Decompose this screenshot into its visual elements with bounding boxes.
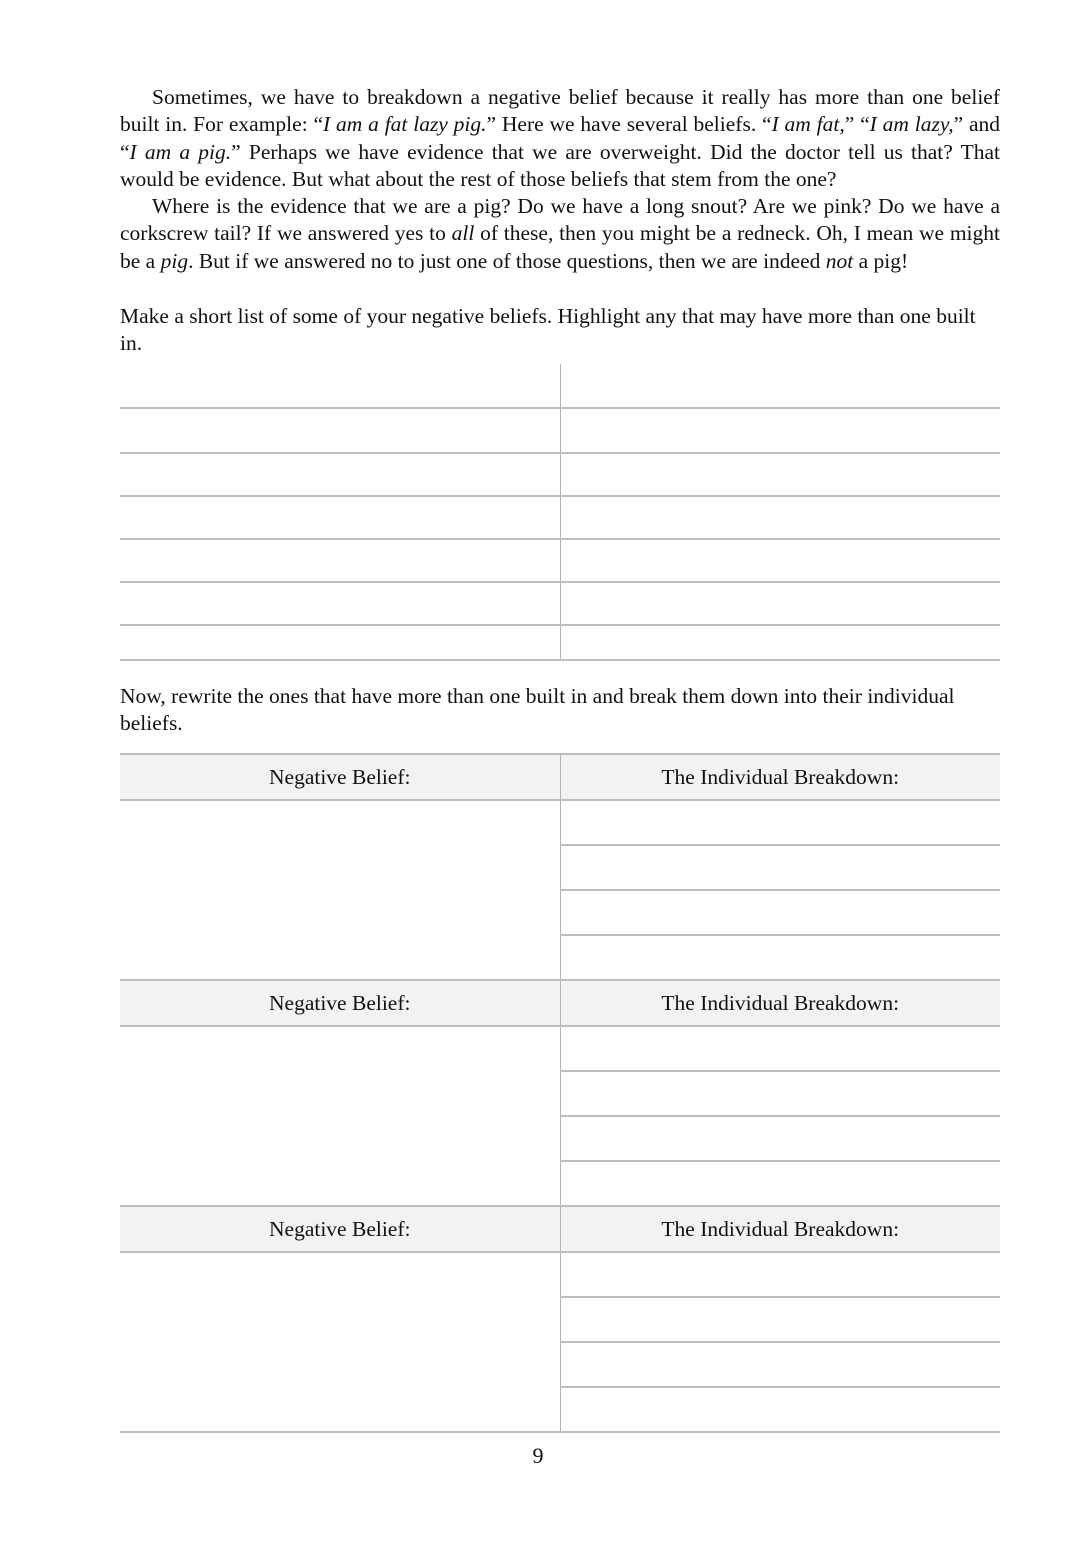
spacer-after-blank-table xyxy=(120,661,1000,683)
p1-run-3: I am fat, xyxy=(771,112,845,137)
paragraph-1 xyxy=(120,84,1000,193)
breakdown-line-input-2-2[interactable] xyxy=(560,1071,1000,1116)
page-content xyxy=(120,84,1000,1433)
table-row[interactable] xyxy=(120,800,1000,845)
negative-belief-input-1[interactable] xyxy=(120,800,560,980)
table-row[interactable] xyxy=(120,1252,1000,1297)
breakdown-header-row xyxy=(120,1206,1000,1252)
p2-run-3: pig xyxy=(160,248,189,273)
paragraph-2 xyxy=(120,193,1000,275)
breakdown-line-input-3-4[interactable] xyxy=(560,1387,1000,1432)
breakdown-line-input-2-1[interactable] xyxy=(560,1026,1000,1071)
p1-run-2: ” Here we have several beliefs. “ xyxy=(486,112,772,137)
p1-run-0: Sometimes, we have to breakdown a negative belief because it really has more than one belief built in. For example: “ xyxy=(120,85,1000,137)
blank-list-table-rule-2 xyxy=(120,452,1000,454)
breakdown-header-row xyxy=(120,980,1000,1026)
blank-list-table[interactable] xyxy=(120,364,1000,661)
instruction-text-2: Now, rewrite the ones that have more than one built in and break them down into their individual beliefs. xyxy=(120,683,955,735)
breakdown-line-input-2-4[interactable] xyxy=(560,1161,1000,1206)
breakdown-line-input-1-2[interactable] xyxy=(560,845,1000,890)
breakdown-line-input-3-1[interactable] xyxy=(560,1252,1000,1297)
column-header-individual-breakdown: The Individual Breakdown: xyxy=(560,980,1000,1026)
column-header-individual-breakdown: The Individual Breakdown: xyxy=(560,1206,1000,1252)
p2-run-0: Where is the evidence that we are a pig? Do we have a long snout? Are we pink? Do we have a corkscrew tail? If we answered yes to xyxy=(120,194,1000,246)
p1-run-7: I am a pig. xyxy=(129,139,232,164)
column-header-individual-breakdown: The Individual Breakdown: xyxy=(560,754,1000,800)
breakdown-line-input-1-1[interactable] xyxy=(560,800,1000,845)
p1-run-4: ” “ xyxy=(844,112,870,137)
negative-belief-input-2[interactable] xyxy=(120,1026,560,1206)
blank-list-table-rule-5 xyxy=(120,581,1000,583)
column-header-negative-belief: Negative Belief: xyxy=(120,754,560,800)
spacer-after-paragraph-2 xyxy=(120,275,1000,303)
p1-run-8: ” Perhaps we have evidence that we are overweight. Did the doctor tell us that? That would be evidence. But what about the rest of those beliefs that stem from the one? xyxy=(120,139,1000,191)
blank-list-table-rule-1 xyxy=(120,407,1000,409)
p2-run-1: all xyxy=(451,221,475,246)
p1-run-1: I am a fat lazy pig. xyxy=(323,112,487,137)
p2-run-2: of these, then you might be a redneck. Oh, I mean we might be a xyxy=(120,221,1000,273)
blank-list-table-rule-4 xyxy=(120,538,1000,540)
breakdown-table[interactable] xyxy=(120,753,1000,1433)
page-number: 9 xyxy=(532,1443,544,1468)
table-row[interactable] xyxy=(120,1026,1000,1071)
p2-run-6: a pig! xyxy=(853,248,909,273)
negative-belief-input-3[interactable] xyxy=(120,1252,560,1432)
breakdown-header-row xyxy=(120,754,1000,800)
breakdown-line-input-3-2[interactable] xyxy=(560,1297,1000,1342)
breakdown-line-input-1-3[interactable] xyxy=(560,890,1000,935)
breakdown-line-input-1-4[interactable] xyxy=(560,935,1000,980)
p2-run-4: . But if we answered no to just one of those questions, then we are indeed xyxy=(188,248,826,273)
breakdown-line-input-2-3[interactable] xyxy=(560,1116,1000,1161)
blank-list-table-rule-6 xyxy=(120,624,1000,626)
column-header-negative-belief: Negative Belief: xyxy=(120,1206,560,1252)
blank-list-table-rule-7 xyxy=(120,659,1000,661)
instruction-text-1: Make a short list of some of your negative beliefs. Highlight any that may have more than one built in. xyxy=(120,304,976,356)
p1-run-5: I am lazy, xyxy=(869,112,954,137)
breakdown-line-input-3-3[interactable] xyxy=(560,1342,1000,1387)
blank-list-table-rule-3 xyxy=(120,495,1000,497)
p2-run-5: not xyxy=(825,248,854,273)
p1-run-6: ” and “ xyxy=(120,112,1000,164)
column-header-negative-belief: Negative Belief: xyxy=(120,980,560,1026)
